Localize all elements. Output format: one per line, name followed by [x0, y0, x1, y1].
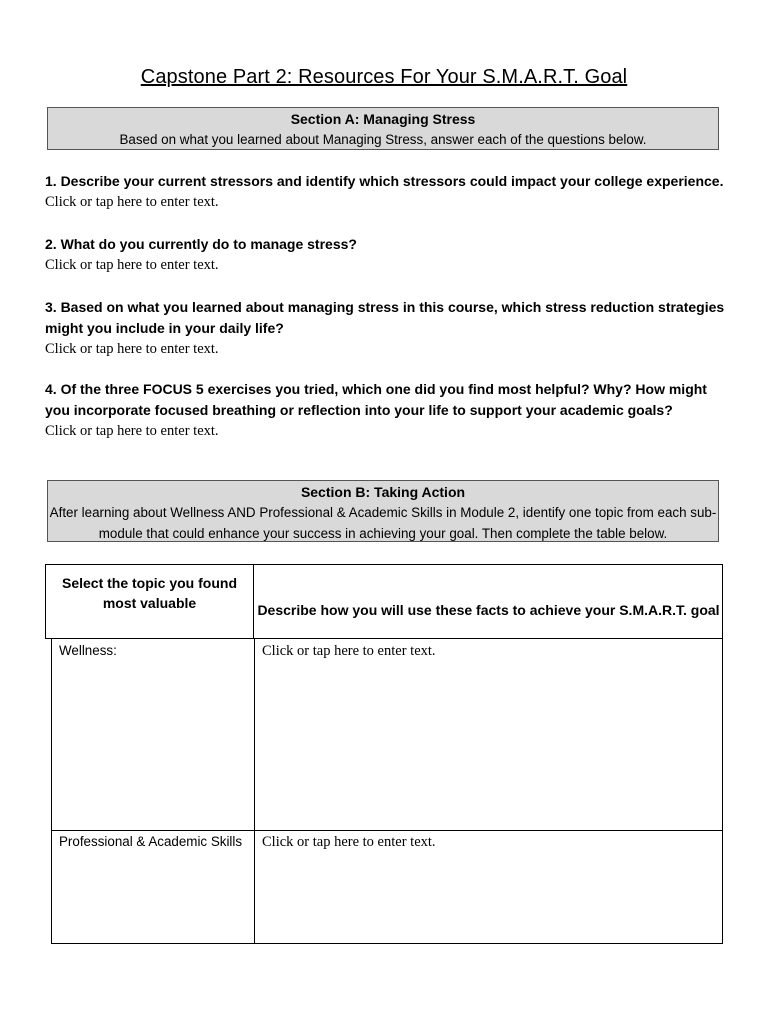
section-b-box — [47, 480, 719, 542]
section-b-header: Section B: Taking Action — [300, 484, 466, 500]
question-1 — [45, 171, 725, 213]
section-b-instructions: After learning about Wellness AND Professional & Academic Skills in Module 2, identify one topic from each sub-module that could enhance your success in achieving your goal. Then complete the table below. — [49, 505, 717, 541]
answer-field-2[interactable]: Click or tap here to enter text. — [45, 257, 219, 273]
question-3 — [45, 297, 725, 360]
row-label-professional-academic: Professional & Academic Skills — [52, 830, 255, 943]
table-row — [52, 830, 722, 943]
row-label-wellness: Wellness: — [52, 639, 255, 830]
question-text: 2. What do you currently do to manage stress? — [45, 236, 357, 252]
wellness-answer-field[interactable]: Click or tap here to enter text. — [262, 643, 436, 659]
answer-field-4[interactable]: Click or tap here to enter text. — [45, 423, 219, 439]
answer-field-1[interactable]: Click or tap here to enter text. — [45, 194, 219, 210]
section-a-box — [47, 107, 719, 150]
question-text: 3. Based on what you learned about managing stress in this course, which stress reduction strategies might you include in your daily life? — [45, 299, 725, 336]
topic-column-header: Select the topic you found most valuable — [46, 565, 254, 638]
table-row — [52, 639, 722, 831]
table-header — [45, 564, 723, 639]
question-text: 1. Describe your current stressors and identify which stressors could impact your college experience. — [45, 173, 724, 189]
question-2 — [45, 234, 725, 276]
question-text: 4. Of the three FOCUS 5 exercises you tried, which one did you find most helpful? Why? How might you incorporate focused breathing or reflection into your life to support your academic goals? — [45, 381, 707, 418]
topic-table — [51, 639, 723, 944]
section-a-instructions: Based on what you learned about Managing Stress, answer each of the questions below. — [119, 132, 647, 147]
question-4 — [45, 379, 725, 442]
page-title: Capstone Part 2: Resources For Your S.M.A.R.T. Goal — [140, 66, 628, 88]
professional-academic-answer-field[interactable]: Click or tap here to enter text. — [262, 834, 436, 850]
answer-field-3[interactable]: Click or tap here to enter text. — [45, 341, 219, 357]
description-column-header: Describe how you will use these facts to achieve your S.M.A.R.T. goal — [257, 602, 720, 618]
section-a-header: Section A: Managing Stress — [290, 111, 476, 127]
